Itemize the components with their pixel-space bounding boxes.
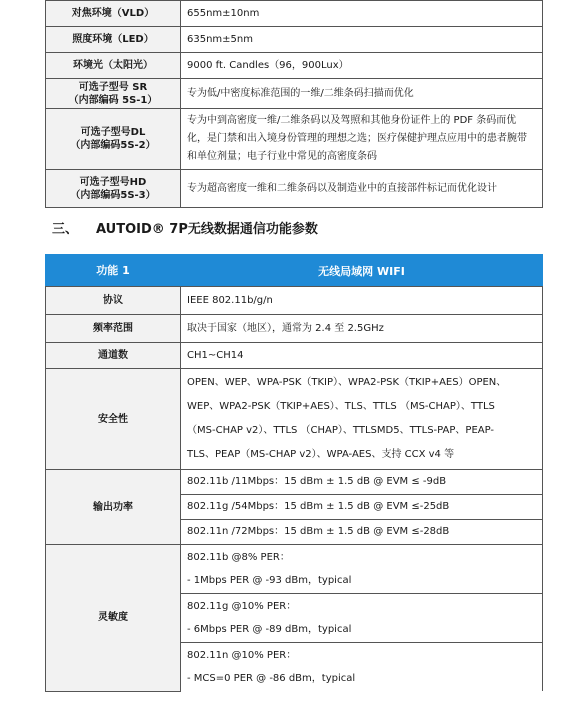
section-title: AUTOID® 7P无线数据通信功能参数 bbox=[96, 222, 318, 237]
spec-label bbox=[46, 79, 181, 109]
spec-value: 635nm±5nm bbox=[181, 27, 543, 53]
sensitivity-line: 802.11b @8% PER： bbox=[187, 552, 290, 563]
sensitivity-line: - 6Mbps PER @ -89 dBm，typical bbox=[187, 624, 352, 635]
spec-label-line: 可选子型号HD bbox=[79, 176, 147, 188]
security-line: OPEN、WEP、WPA-PSK（TKIP）、WPA2-PSK（TKIP+AES）OPEN、 bbox=[187, 377, 507, 388]
wifi-table bbox=[45, 254, 543, 692]
spec-row-vld bbox=[46, 1, 543, 27]
header-wifi: 无线局域网 WIFI bbox=[181, 255, 543, 287]
output-power-n: 802.11n /72Mbps：15 dBm ± 1.5 dB @ EVM ≤-28dB bbox=[181, 520, 543, 545]
spec-row-led bbox=[46, 27, 543, 53]
row-output-power bbox=[46, 470, 543, 495]
output-power-g: 802.11g /54Mbps：15 dBm ± 1.5 dB @ EVM ≤-25dB bbox=[181, 495, 543, 520]
output-power-b: 802.11b /11Mbps：15 dBm ± 1.5 dB @ EVM ≤ -9dB bbox=[181, 470, 543, 495]
spec-label: 环境光（太阳光） bbox=[46, 53, 181, 79]
header-function: 功能 1 bbox=[46, 255, 181, 287]
sensitivity-line: - MCS=0 PER @ -86 dBm，typical bbox=[187, 673, 356, 684]
spec-label-line: 可选子型号 SR bbox=[78, 81, 148, 93]
value-frequency: 取决于国家（地区），通常为 2.4 至 2.5GHz bbox=[181, 315, 543, 343]
spec-label-code: （内部编码5S-3） bbox=[70, 189, 156, 201]
sensitivity-b bbox=[181, 545, 543, 594]
security-line: （MS-CHAP v2）、TTLS （CHAP）、TTLSMD5、TTLS-PAP、PEAP- bbox=[187, 425, 495, 436]
spec-value: 655nm±10nm bbox=[181, 1, 543, 27]
spec-label: 对焦环境（VLD） bbox=[46, 1, 181, 27]
security-line: WEP、WPA2-PSK（TKIP+AES）、TLS、TTLS （MS-CHAP）、TTLS bbox=[187, 401, 495, 412]
spec-label: 照度环境（LED） bbox=[46, 27, 181, 53]
row-channels bbox=[46, 343, 543, 369]
label-security: 安全性 bbox=[46, 369, 181, 470]
sensitivity-line: 802.11n @10% PER： bbox=[187, 650, 297, 661]
section-heading bbox=[52, 218, 318, 237]
spec-label-code: （内部编码 5S-1） bbox=[68, 94, 158, 106]
security-line: TLS、PEAP（MS-CHAP v2）、WPA-AES、支持 CCX v4 等 bbox=[187, 449, 455, 460]
spec-row-dl bbox=[46, 109, 543, 170]
label-sensitivity: 灵敏度 bbox=[46, 545, 181, 692]
spec-label bbox=[46, 109, 181, 170]
spec-label-code: （内部编码5S-2） bbox=[70, 140, 156, 151]
section-number: 三、 bbox=[52, 222, 79, 237]
spec-row-ambient bbox=[46, 53, 543, 79]
row-security bbox=[46, 369, 543, 470]
label-output-power: 输出功率 bbox=[46, 470, 181, 545]
spec-value: 9000 ft. Candles（96，900Lux） bbox=[181, 53, 543, 79]
spec-value: 专为中到高密度一维/二维条码以及驾照和其他身份证件上的 PDF 条码而优化，是门禁和出入境身份管理的理想之选；医疗保健护理点应用中的患者腕带和单位剂量；电子行业中常见的高密度条码 bbox=[181, 109, 543, 170]
spec-label bbox=[46, 170, 181, 208]
sensitivity-line: - 1Mbps PER @ -93 dBm，typical bbox=[187, 575, 352, 586]
row-frequency bbox=[46, 315, 543, 343]
spec-row-hd bbox=[46, 170, 543, 208]
value-security bbox=[181, 369, 543, 470]
wifi-table-header bbox=[46, 255, 543, 287]
sensitivity-n bbox=[181, 643, 543, 692]
sensitivity-line: 802.11g @10% PER： bbox=[187, 601, 297, 612]
label-frequency: 频率范围 bbox=[46, 315, 181, 343]
sensitivity-g bbox=[181, 594, 543, 643]
label-channels: 通道数 bbox=[46, 343, 181, 369]
label-protocol: 协议 bbox=[46, 287, 181, 315]
spec-value: 专为超高密度一维和二维条码以及制造业中的直接部件标记而优化设计 bbox=[181, 170, 543, 208]
row-sensitivity bbox=[46, 545, 543, 594]
value-channels: CH1~CH14 bbox=[181, 343, 543, 369]
spec-value: 专为低/中密度标准范围的一维/二维条码扫描而优化 bbox=[181, 79, 543, 109]
row-protocol bbox=[46, 287, 543, 315]
spec-label-line: 可选子型号DL bbox=[80, 127, 146, 138]
spec-row-sr bbox=[46, 79, 543, 109]
value-protocol: IEEE 802.11b/g/n bbox=[181, 287, 543, 315]
spec-table bbox=[45, 0, 543, 208]
